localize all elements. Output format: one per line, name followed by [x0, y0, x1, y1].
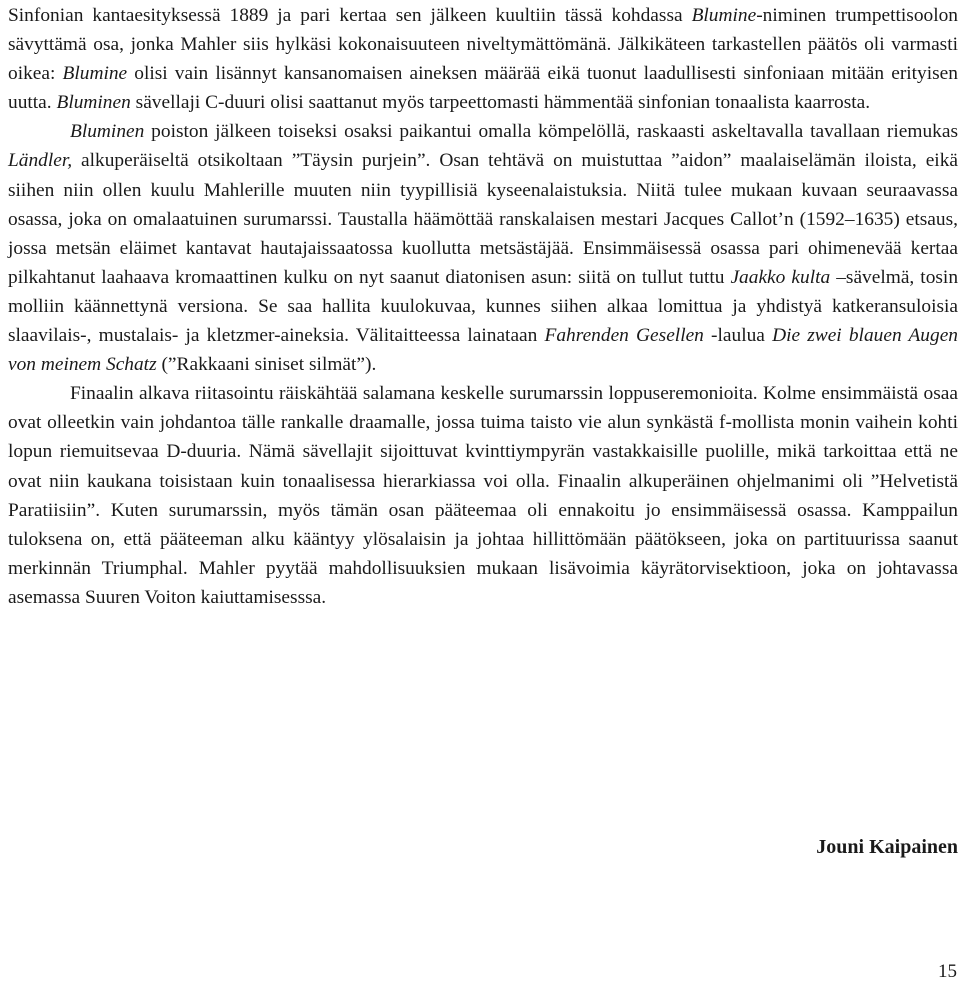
italic-run: Die zwei blauen Augen von meinem Schatz: [8, 325, 958, 376]
italic-run: Blumine: [691, 5, 757, 26]
text-run: –sävelmä, tosin molliin käännettynä versiona. Se saa hallita kuulokuvaa, kunnes siihen alkaa lomittua ja yhdistyä katkeransuloisia slaavilais-, mustalais- ja kletzmer-aineksia. Välitaitteessa lainataan: [8, 266, 959, 347]
text-run: sävellaji C-duuri olisi saattanut myös tarpeettomasti hämmentää sinfonian tonaalista kaarrosta.: [130, 92, 871, 114]
italic-run: Ländler,: [8, 150, 73, 172]
text-run: Sinfonian kantaesityksessä 1889 ja pari kertaa sen jälkeen kuultiin tässä kohdassa: [8, 5, 692, 26]
text-run: (”Rakkaani siniset silmät”).: [156, 354, 377, 376]
text-run: Finaalin alkava riitasointu räiskähtää salamana keskelle surumarssin loppuseremonioita. Kolme ensimmäistä osaa ovat olleetkin vain johdantoa tälle rankalle draamalle, jossa tuima taisto vie alun synkästä f-mollista monin vaihein kohti lopun riemuitsevaa D-duuria. Nämä sävellajit sijoittuvat kvinttiympyrän vastakkaisille puolille, mikä tarkoittaa että ne ovat niin kaukana toisistaan kuin tonaalisessa hierarkiassa voi olla. Finaalin alkuperäinen ohjelmanimi oli ”Helvetistä Paratiisiin”. Kuten surumarssin, myös tämän osan pääteemaa oli ennakoitu jo ensimmäisessä osassa. Kamppailun tuloksena on, että pääteeman alku kääntyy ylösalaisin ja johtaa hillittömään päätökseen, joka on partituurissa saanut merkinnän Triumphal. Mahler pyytää mahdollisuuksien mukaan lisävoimia käyrätorvisektioon, joka on johtavassa asemassa Suuren Voiton kaiuttamisesssa.: [8, 383, 958, 608]
italic-run: Blumine: [62, 63, 128, 85]
paragraph-2: [8, 117, 958, 379]
author-signature: Jouni Kaipainen: [816, 836, 958, 858]
text-run: -laulua: [703, 325, 773, 347]
italic-run: Jaakko kulta: [730, 266, 831, 288]
italic-run: Bluminen: [70, 121, 145, 143]
text-run: olisi vain lisännyt kansanomaisen aineksen määrää eikä tuonut laadullisesti sinfoniaan mitään erityisen uutta.: [8, 63, 958, 114]
italic-run: Bluminen: [56, 92, 131, 114]
text-run: -niminen trumpettisoolon sävyttämä osa, jonka Mahler siis hylkäsi kokonaisuuteen niveltymättömänä. Jälkikäteen tarkastellen päätös oli varmasti oikea:: [8, 5, 958, 85]
paragraph-1: [8, 0, 958, 117]
italic-run: Fahrenden Gesellen: [544, 325, 704, 347]
text-run: poiston jälkeen toiseksi osaksi paikantui omalla kömpelöllä, raskaasti askeltavalla tavallaan riemukas: [144, 121, 958, 143]
paragraph-3: [8, 379, 958, 612]
page-number: 15: [938, 961, 957, 982]
text-run: alkuperäiseltä otsikoltaan ”Täysin purjein”. Osan tehtävä on muistuttaa ”aidon” maalaiselämän iloista, eikä siihen niin ollen kuulu Mahlerille muuten niin tyypillisiä kyseenalaistuksia. Niitä tulee mukaan kuvaan seuraavassa osassa, joka on omalaatuinen surumarssi. Taustalla häämöttää ranskalaisen mestari Jacques Callot’n (1592–1635) etsaus, jossa metsän eläimet kantavat hautajaissaatossa kuollutta metsästäjää. Ensimmäisessä osassa pari ohimenevää kertaa pilkahtanut laahaava kromaattinen kulku on nyt saanut diatonisen asun: siitä on tullut tuttu: [8, 150, 958, 288]
article-body: [8, 0, 958, 612]
